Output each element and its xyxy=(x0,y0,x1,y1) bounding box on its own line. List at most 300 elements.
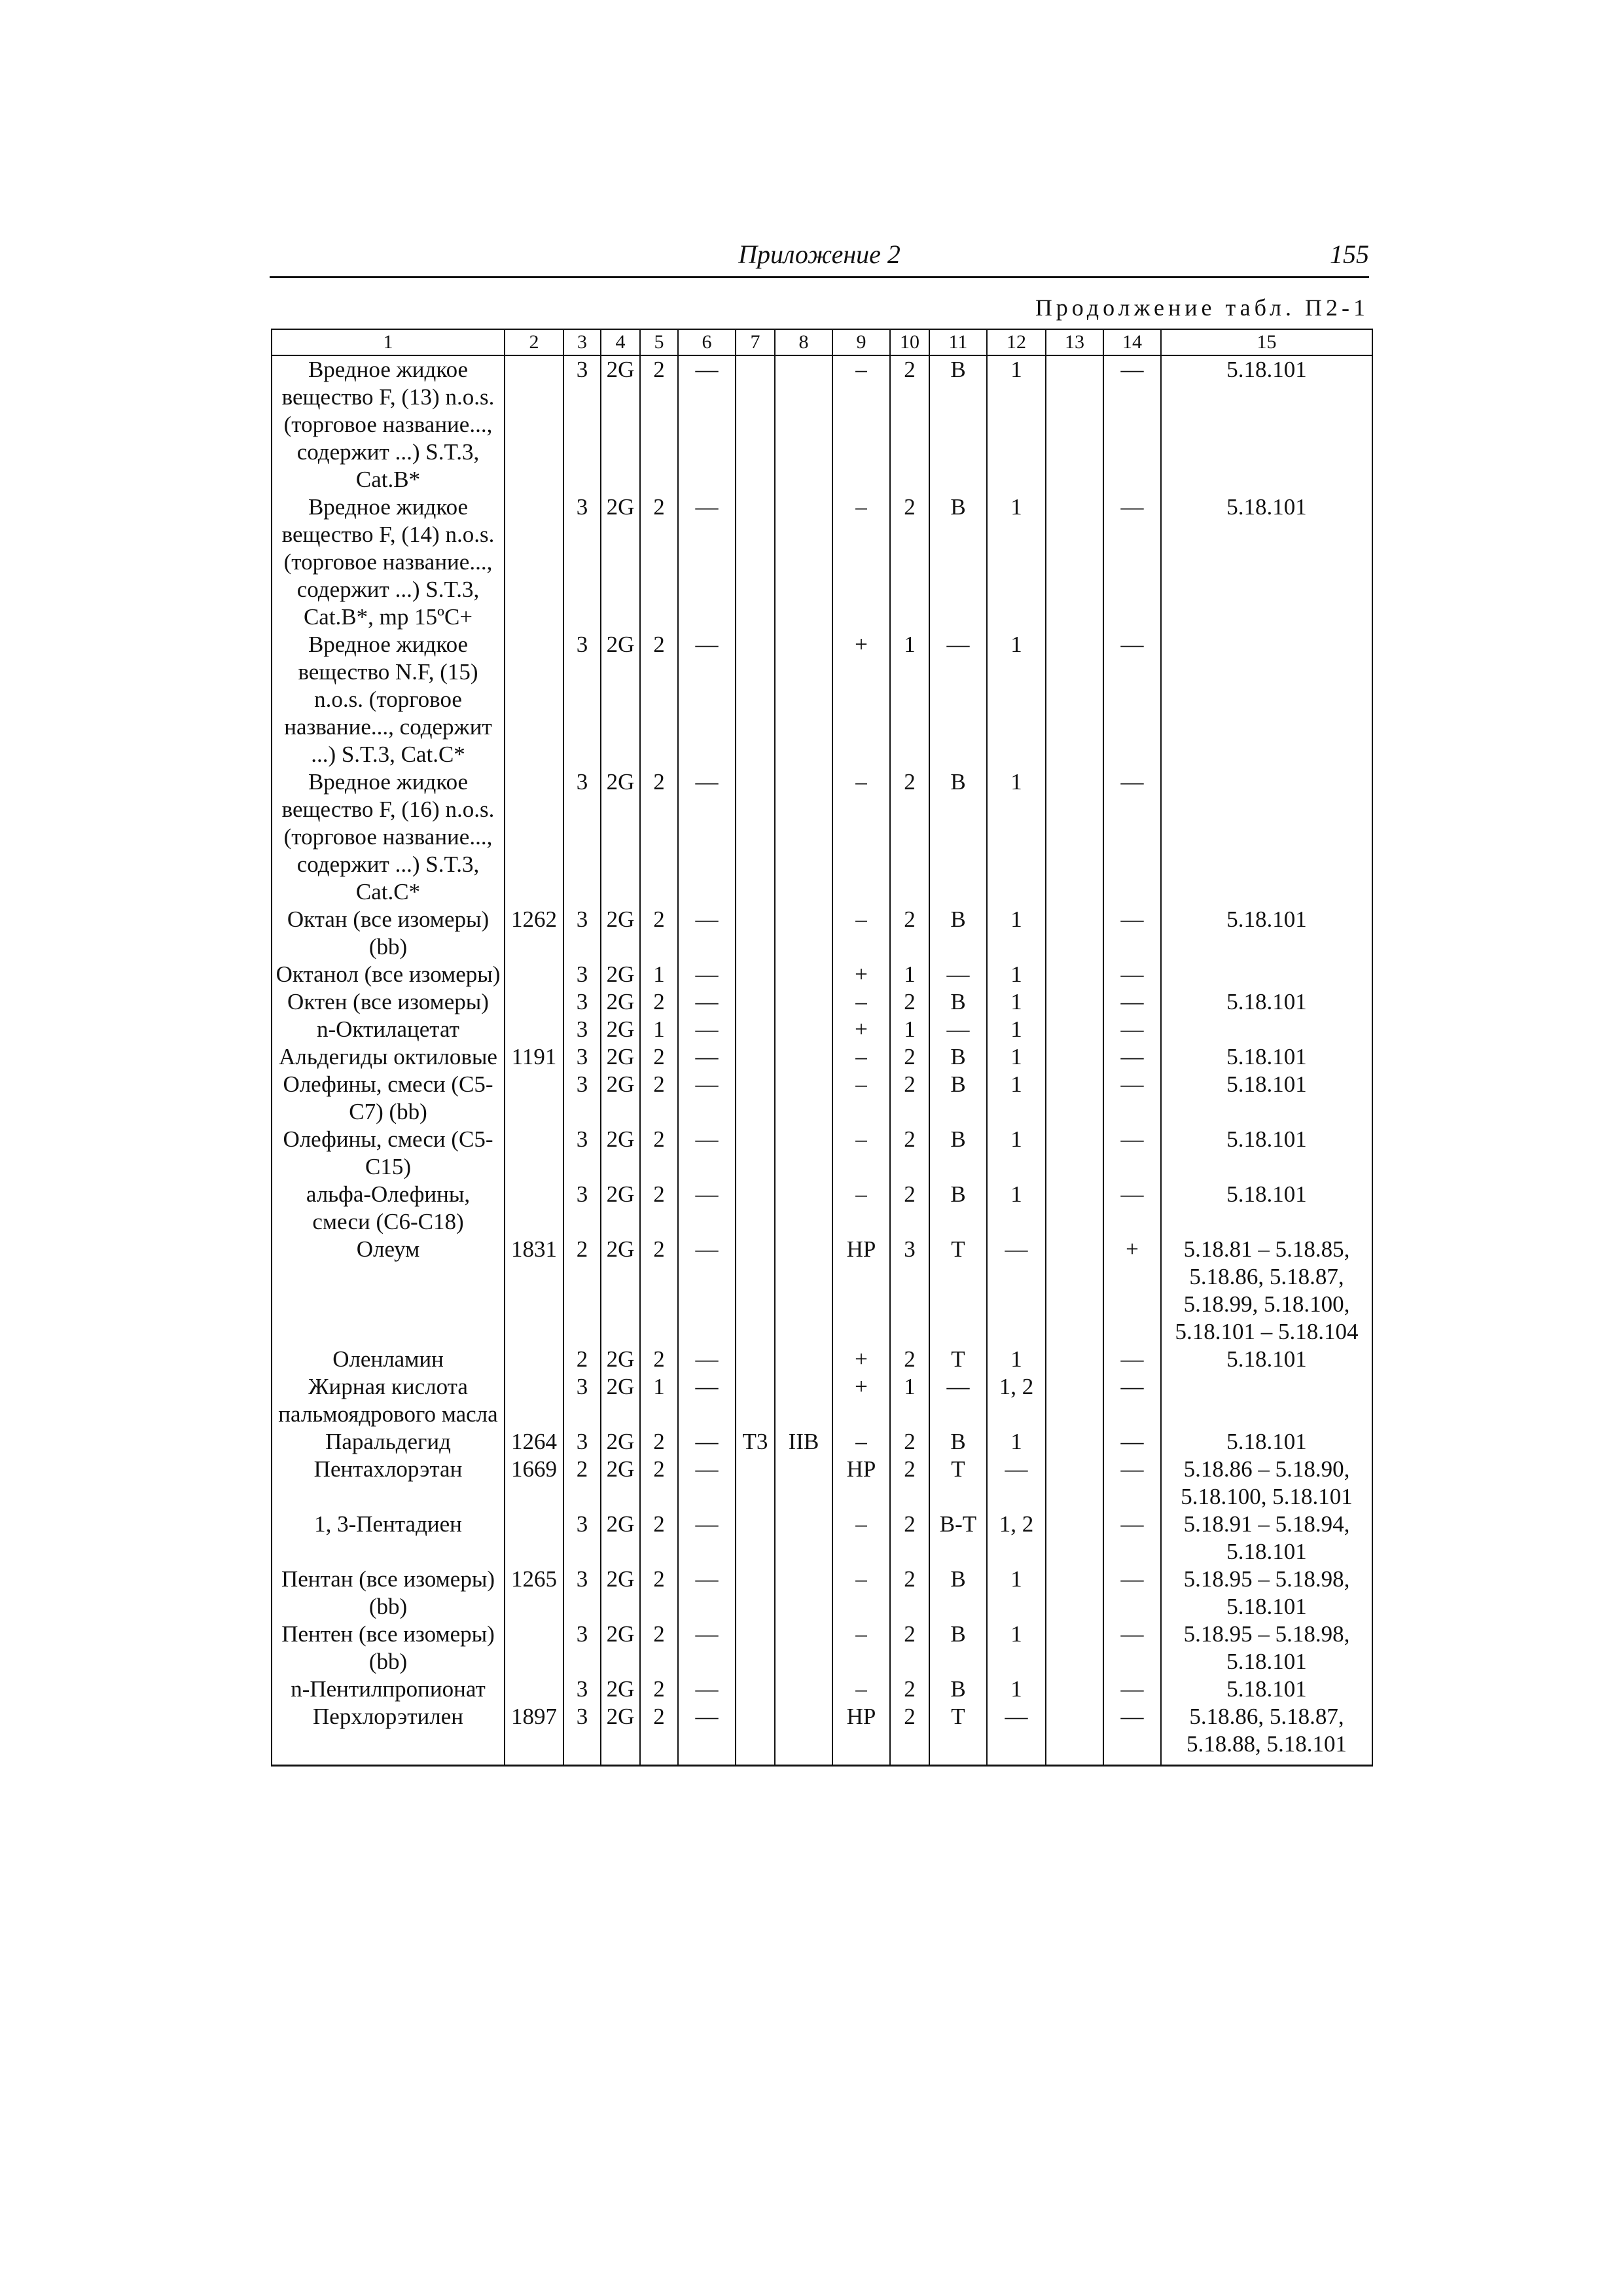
table-cell: 3 xyxy=(563,906,601,961)
table-cell: 5.18.101 xyxy=(1161,355,1372,493)
table-cell xyxy=(736,1071,775,1126)
table-cell: – xyxy=(832,906,890,961)
table-cell: – xyxy=(832,988,890,1016)
table-cell: 2 xyxy=(640,1126,678,1181)
table-cell xyxy=(1046,1456,1103,1511)
table-cell: 2 xyxy=(890,355,929,493)
table-cell: B xyxy=(929,1676,987,1703)
table-cell: 1262 xyxy=(505,906,563,961)
table-cell: 3 xyxy=(563,631,601,768)
table-cell xyxy=(775,1236,832,1346)
table-cell: + xyxy=(832,631,890,768)
table-cell: 2G xyxy=(601,1043,640,1071)
table-cell: 2 xyxy=(890,1621,929,1676)
table-cell: 2 xyxy=(640,1456,678,1511)
table-continuation-label: Продолжение табл. П2-1 xyxy=(1035,295,1369,321)
table-cell: — xyxy=(678,355,736,493)
column-header: 7 xyxy=(736,329,775,355)
table-cell: 5.18.86, 5.18.87, 5.18.88, 5.18.101 xyxy=(1161,1703,1372,1766)
table-cell: — xyxy=(1103,1043,1161,1071)
table-cell: 1 xyxy=(987,988,1046,1016)
table-row xyxy=(272,1126,1372,1181)
table-cell xyxy=(1046,961,1103,988)
table-cell: 5.18.101 xyxy=(1161,1181,1372,1236)
substance-name-cell: Олефины, смеси (C5-C7) (bb) xyxy=(272,1071,505,1126)
table-cell xyxy=(736,355,775,493)
table-cell xyxy=(736,1043,775,1071)
table-cell xyxy=(1161,961,1372,988)
table-cell: 2 xyxy=(640,988,678,1016)
table-cell: 2G xyxy=(601,988,640,1016)
substance-name-cell: Паральдегид xyxy=(272,1428,505,1456)
table-row xyxy=(272,355,1372,493)
table-cell: 1831 xyxy=(505,1236,563,1346)
table-cell: — xyxy=(1103,1676,1161,1703)
table-cell: 2G xyxy=(601,1703,640,1766)
page-number: 155 xyxy=(1330,240,1369,269)
table-cell: НР xyxy=(832,1456,890,1511)
table-cell: T xyxy=(929,1346,987,1373)
table-cell xyxy=(1046,1126,1103,1181)
table-cell: + xyxy=(832,1373,890,1428)
table-cell xyxy=(1161,768,1372,906)
table-cell xyxy=(775,906,832,961)
table-row xyxy=(272,1428,1372,1456)
table-cell: – xyxy=(832,1566,890,1621)
table-cell: 1897 xyxy=(505,1703,563,1766)
table-cell xyxy=(775,1346,832,1373)
table-cell: — xyxy=(987,1236,1046,1346)
column-header: 14 xyxy=(1103,329,1161,355)
table-cell xyxy=(775,1181,832,1236)
table-cell: 2 xyxy=(890,1071,929,1126)
table-row xyxy=(272,961,1372,988)
table-cell xyxy=(505,493,563,631)
table-cell xyxy=(1046,768,1103,906)
table-cell xyxy=(775,355,832,493)
table-cell: — xyxy=(1103,1428,1161,1456)
table-cell xyxy=(775,1511,832,1566)
table-cell: 1 xyxy=(987,1071,1046,1126)
table-cell xyxy=(736,961,775,988)
table-cell: 2G xyxy=(601,1016,640,1043)
table-cell: 3 xyxy=(563,1043,601,1071)
table-cell xyxy=(505,988,563,1016)
table-cell xyxy=(775,988,832,1016)
substance-name-cell: Оленламин xyxy=(272,1346,505,1373)
table-cell: B xyxy=(929,1566,987,1621)
table-cell: – xyxy=(832,1181,890,1236)
table-cell: – xyxy=(832,493,890,631)
substance-name-cell: Перхлорэтилен xyxy=(272,1703,505,1766)
table-cell: 2 xyxy=(640,1236,678,1346)
table-cell: 3 xyxy=(563,1511,601,1566)
table-cell: 2G xyxy=(601,1566,640,1621)
table-cell: 1 xyxy=(987,1676,1046,1703)
table-cell: 2G xyxy=(601,768,640,906)
table-cell: 2G xyxy=(601,1126,640,1181)
table-cell: 5.18.101 xyxy=(1161,1428,1372,1456)
table-cell: 2 xyxy=(890,988,929,1016)
table-cell: 3 xyxy=(563,1676,601,1703)
table-cell: 2 xyxy=(890,1456,929,1511)
table-cell: 1191 xyxy=(505,1043,563,1071)
table-row xyxy=(272,1346,1372,1373)
table-cell: — xyxy=(929,1016,987,1043)
table-cell: — xyxy=(1103,1566,1161,1621)
table-cell: T xyxy=(929,1456,987,1511)
table-cell: — xyxy=(1103,768,1161,906)
table-cell: B xyxy=(929,1181,987,1236)
table-cell xyxy=(736,631,775,768)
column-header: 1 xyxy=(272,329,505,355)
table-cell: — xyxy=(678,1428,736,1456)
table-cell: 2 xyxy=(640,1511,678,1566)
table-row xyxy=(272,1043,1372,1071)
table-cell: – xyxy=(832,1511,890,1566)
table-cell: – xyxy=(832,1126,890,1181)
table-cell: – xyxy=(832,1621,890,1676)
table-row xyxy=(272,1071,1372,1126)
table-cell xyxy=(1046,1236,1103,1346)
table-cell xyxy=(736,1676,775,1703)
table-cell: 2 xyxy=(640,1071,678,1126)
table-cell: 1 xyxy=(987,493,1046,631)
table-cell: 3 xyxy=(563,961,601,988)
table-cell: — xyxy=(678,768,736,906)
table-cell: 2 xyxy=(640,1346,678,1373)
table-cell: B xyxy=(929,1043,987,1071)
table-cell: 3 xyxy=(563,1016,601,1043)
table-cell: 1 xyxy=(890,1373,929,1428)
table-cell: IIB xyxy=(775,1428,832,1456)
table-cell xyxy=(505,1071,563,1126)
table-cell xyxy=(1046,1071,1103,1126)
table-cell xyxy=(775,1566,832,1621)
column-header: 12 xyxy=(987,329,1046,355)
table-cell: — xyxy=(1103,1016,1161,1043)
table-cell: 1669 xyxy=(505,1456,563,1511)
running-header xyxy=(270,238,1369,278)
table-cell: 2G xyxy=(601,1181,640,1236)
table-cell: — xyxy=(1103,493,1161,631)
table-cell: — xyxy=(1103,631,1161,768)
table-row xyxy=(272,1621,1372,1676)
table-cell: — xyxy=(678,1621,736,1676)
table-cell: – xyxy=(832,768,890,906)
table-cell xyxy=(505,961,563,988)
table-cell: НР xyxy=(832,1236,890,1346)
table-cell: 3 xyxy=(890,1236,929,1346)
table-cell: — xyxy=(1103,961,1161,988)
table-cell xyxy=(736,1016,775,1043)
table-cell xyxy=(775,768,832,906)
table-cell: + xyxy=(832,961,890,988)
table-cell: 1, 2 xyxy=(987,1373,1046,1428)
table-cell xyxy=(1046,1428,1103,1456)
table-cell: — xyxy=(1103,906,1161,961)
table-cell: B-T xyxy=(929,1511,987,1566)
table-cell: — xyxy=(678,988,736,1016)
table-cell: — xyxy=(929,1373,987,1428)
table-cell: 2 xyxy=(640,1676,678,1703)
column-header: 3 xyxy=(563,329,601,355)
table-cell: 5.18.101 xyxy=(1161,493,1372,631)
table-cell: — xyxy=(678,1676,736,1703)
table-cell xyxy=(1046,1511,1103,1566)
table-cell: 2G xyxy=(601,1373,640,1428)
table-cell: 1 xyxy=(987,961,1046,988)
table-cell: 3 xyxy=(563,988,601,1016)
table-cell: 1 xyxy=(987,1181,1046,1236)
table-cell: 5.18.86 – 5.18.90, 5.18.100, 5.18.101 xyxy=(1161,1456,1372,1511)
table-cell: — xyxy=(1103,1456,1161,1511)
table-cell: 1265 xyxy=(505,1566,563,1621)
table-cell: 1 xyxy=(987,1346,1046,1373)
column-header: 11 xyxy=(929,329,987,355)
table-cell: — xyxy=(678,961,736,988)
table-cell: + xyxy=(832,1346,890,1373)
table-cell: 3 xyxy=(563,1428,601,1456)
table-cell: — xyxy=(987,1456,1046,1511)
table-cell: 1 xyxy=(987,1428,1046,1456)
table-cell: – xyxy=(832,1071,890,1126)
table-cell xyxy=(1046,1621,1103,1676)
table-cell: — xyxy=(929,631,987,768)
table-cell xyxy=(775,1016,832,1043)
substance-name-cell: Пентен (все изомеры) (bb) xyxy=(272,1621,505,1676)
table-cell: 2 xyxy=(640,1181,678,1236)
table-cell: 5.18.81 – 5.18.85, 5.18.86, 5.18.87, 5.18.99, 5.18.100, 5.18.101 – 5.18.104 xyxy=(1161,1236,1372,1346)
table-cell xyxy=(736,1373,775,1428)
table-cell: 2 xyxy=(890,1428,929,1456)
table-cell: 1 xyxy=(890,631,929,768)
table-cell xyxy=(775,1126,832,1181)
table-row xyxy=(272,1566,1372,1621)
table-cell: T xyxy=(929,1703,987,1766)
table-cell: — xyxy=(1103,1621,1161,1676)
table-cell: 2 xyxy=(890,493,929,631)
table-cell: 2 xyxy=(890,1346,929,1373)
table-cell: — xyxy=(678,1566,736,1621)
table-cell xyxy=(736,768,775,906)
table-cell: 1 xyxy=(640,1373,678,1428)
table-cell: 2 xyxy=(563,1456,601,1511)
table-cell: — xyxy=(1103,1346,1161,1373)
table-cell: — xyxy=(678,1373,736,1428)
table-cell: 5.18.101 xyxy=(1161,1676,1372,1703)
table-cell xyxy=(1046,1043,1103,1071)
table-cell: 1 xyxy=(987,355,1046,493)
table-cell: T xyxy=(929,1236,987,1346)
table-cell: — xyxy=(1103,1703,1161,1766)
table-cell: B xyxy=(929,1621,987,1676)
table-cell: 2G xyxy=(601,906,640,961)
table-cell xyxy=(775,1621,832,1676)
substance-name-cell: Пентахлорэтан xyxy=(272,1456,505,1511)
column-header: 5 xyxy=(640,329,678,355)
table-cell xyxy=(775,1676,832,1703)
table-cell: 2G xyxy=(601,961,640,988)
running-title: Приложение 2 xyxy=(738,240,901,269)
table-cell xyxy=(1046,1703,1103,1766)
substance-name-cell: n-Пентилпропионат xyxy=(272,1676,505,1703)
table-cell xyxy=(736,1181,775,1236)
table-cell: 2 xyxy=(640,1566,678,1621)
table-cell xyxy=(1046,493,1103,631)
table-cell: 2 xyxy=(890,1126,929,1181)
table-cell: 2 xyxy=(640,1703,678,1766)
table-cell: 1 xyxy=(890,961,929,988)
column-header: 9 xyxy=(832,329,890,355)
table-cell: — xyxy=(678,1456,736,1511)
table-cell: 5.18.95 – 5.18.98, 5.18.101 xyxy=(1161,1621,1372,1676)
table-cell: 3 xyxy=(563,1373,601,1428)
substance-name-cell: Вредное жидкое вещество F, (13) n.o.s. (торговое название..., содержит ...) S.T.3, Cat.B* xyxy=(272,355,505,493)
table-cell: 2G xyxy=(601,493,640,631)
table-cell xyxy=(505,1016,563,1043)
table-cell: 5.18.101 xyxy=(1161,1346,1372,1373)
table-cell xyxy=(736,1346,775,1373)
table-cell xyxy=(775,961,832,988)
table-cell: 1264 xyxy=(505,1428,563,1456)
table-cell: 1 xyxy=(640,1016,678,1043)
table-cell: 1, 2 xyxy=(987,1511,1046,1566)
table-cell: 2 xyxy=(640,493,678,631)
table-cell xyxy=(1046,1373,1103,1428)
table-cell xyxy=(736,493,775,631)
table-cell: 3 xyxy=(563,1071,601,1126)
table-cell: — xyxy=(678,1511,736,1566)
table-row xyxy=(272,1676,1372,1703)
table-cell xyxy=(1161,1016,1372,1043)
table-cell xyxy=(505,631,563,768)
table-cell: 2G xyxy=(601,1346,640,1373)
table-cell xyxy=(736,1126,775,1181)
table-cell: 1 xyxy=(987,906,1046,961)
table-cell: — xyxy=(1103,1373,1161,1428)
table-cell: 1 xyxy=(987,1043,1046,1071)
table-cell xyxy=(1046,631,1103,768)
table-cell: 5.18.101 xyxy=(1161,1071,1372,1126)
table-cell: – xyxy=(832,1428,890,1456)
substance-name-cell: 1, 3-Пентадиен xyxy=(272,1511,505,1566)
table-cell xyxy=(775,1373,832,1428)
table-cell: B xyxy=(929,1126,987,1181)
table-row xyxy=(272,768,1372,906)
table-cell: – xyxy=(832,1676,890,1703)
table-cell xyxy=(736,1456,775,1511)
substance-name-cell: Жирная кислота пальмоядрового масла xyxy=(272,1373,505,1428)
table-cell: 3 xyxy=(563,1181,601,1236)
table-cell: 2 xyxy=(563,1346,601,1373)
table-cell: — xyxy=(678,1071,736,1126)
table-cell: 1 xyxy=(987,1016,1046,1043)
table-cell xyxy=(775,1703,832,1766)
table-cell xyxy=(1046,906,1103,961)
table-row xyxy=(272,988,1372,1016)
column-header: 13 xyxy=(1046,329,1103,355)
column-header: 8 xyxy=(775,329,832,355)
table-row xyxy=(272,1456,1372,1511)
table-cell: 2G xyxy=(601,1676,640,1703)
table-cell: 2G xyxy=(601,1621,640,1676)
table-cell: 3 xyxy=(563,493,601,631)
table-cell: 2 xyxy=(890,768,929,906)
table-cell: 1 xyxy=(640,961,678,988)
table-cell: — xyxy=(678,631,736,768)
table-cell xyxy=(736,1566,775,1621)
substance-name-cell: Олефины, смеси (C5-C15) xyxy=(272,1126,505,1181)
table-cell xyxy=(505,355,563,493)
table-cell: 2 xyxy=(890,1181,929,1236)
column-header: 4 xyxy=(601,329,640,355)
table-cell xyxy=(1046,1016,1103,1043)
table-cell: – xyxy=(832,355,890,493)
table-row xyxy=(272,631,1372,768)
table-cell: 2 xyxy=(640,1428,678,1456)
table-cell xyxy=(505,768,563,906)
table-row xyxy=(272,1236,1372,1346)
table-cell: — xyxy=(678,1346,736,1373)
table-cell xyxy=(736,1703,775,1766)
table-cell xyxy=(1161,1373,1372,1428)
substance-name-cell: Альдегиды октиловые xyxy=(272,1043,505,1071)
table-cell: B xyxy=(929,493,987,631)
table-cell: НР xyxy=(832,1703,890,1766)
table-cell: 2 xyxy=(890,906,929,961)
table-cell: 3 xyxy=(563,355,601,493)
table-cell xyxy=(775,1456,832,1511)
table-cell xyxy=(505,1621,563,1676)
table-row xyxy=(272,1373,1372,1428)
substance-name-cell: Октан (все изомеры) (bb) xyxy=(272,906,505,961)
table-cell: B xyxy=(929,1428,987,1456)
table-cell: 2G xyxy=(601,1456,640,1511)
table-cell xyxy=(736,988,775,1016)
table-cell: 1 xyxy=(987,631,1046,768)
substance-name-cell: альфа-Олефины, смеси (C6-C18) xyxy=(272,1181,505,1236)
substance-name-cell: Октанол (все изомеры) xyxy=(272,961,505,988)
table-cell: — xyxy=(1103,1126,1161,1181)
table-cell: 5.18.95 – 5.18.98, 5.18.101 xyxy=(1161,1566,1372,1621)
table-cell: — xyxy=(1103,1071,1161,1126)
table-cell xyxy=(505,1511,563,1566)
table-row xyxy=(272,493,1372,631)
table-cell: 2 xyxy=(640,1043,678,1071)
table-row xyxy=(272,1016,1372,1043)
table-cell: 2G xyxy=(601,1071,640,1126)
substance-name-cell: n-Октилацетат xyxy=(272,1016,505,1043)
table-cell xyxy=(505,1181,563,1236)
substance-name-cell: Пентан (все изомеры) (bb) xyxy=(272,1566,505,1621)
table-cell: 5.18.101 xyxy=(1161,988,1372,1016)
table-cell: T3 xyxy=(736,1428,775,1456)
table-cell xyxy=(1046,355,1103,493)
table-cell: B xyxy=(929,988,987,1016)
table-cell: 2 xyxy=(890,1676,929,1703)
table-cell: + xyxy=(832,1016,890,1043)
table-cell: — xyxy=(678,1236,736,1346)
table-cell: 5.18.101 xyxy=(1161,906,1372,961)
table-row xyxy=(272,1703,1372,1766)
table-cell: 2 xyxy=(640,768,678,906)
table-cell: 1 xyxy=(987,768,1046,906)
table-cell: 1 xyxy=(987,1566,1046,1621)
table-cell: 3 xyxy=(563,1566,601,1621)
table-cell: 5.18.91 – 5.18.94, 5.18.101 xyxy=(1161,1511,1372,1566)
table-cell: 3 xyxy=(563,1126,601,1181)
